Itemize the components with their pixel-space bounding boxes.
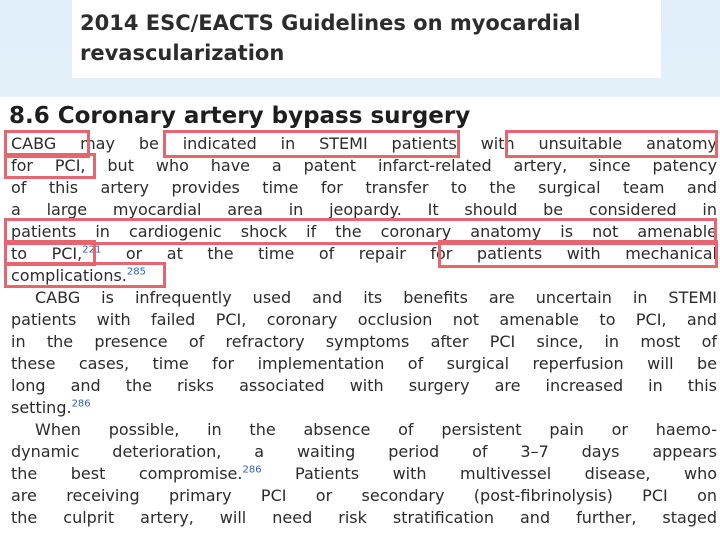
paragraph2-line: long and the risks associated with surgery are increased in this bbox=[11, 376, 717, 395]
text-fragment: or at the time of repair for patients with mechanical bbox=[101, 244, 717, 263]
guideline-excerpt bbox=[0, 97, 720, 540]
slide-title-box bbox=[72, 0, 661, 78]
text-fragment: setting. bbox=[11, 398, 72, 417]
paragraph1-line bbox=[11, 265, 717, 287]
paragraph3-line: the culprit artery, will need risk stratification and further, staged bbox=[11, 508, 717, 527]
paragraph2-line bbox=[11, 397, 717, 419]
paragraph1-line: a large myocardial area in jeopardy. It should be considered in bbox=[11, 200, 717, 219]
paragraph1-line bbox=[11, 243, 717, 265]
paragraph1-line: CABG may be indicated in STEMI patients with unsuitable anatomy bbox=[11, 134, 717, 153]
paragraph3-line: When possible, in the absence of persistent pain or haemo- bbox=[35, 420, 717, 439]
paragraph1-line: of this artery provides time for transfer to the surgical team and bbox=[11, 178, 717, 197]
reference-number: 286 bbox=[71, 398, 91, 410]
paragraph3-line bbox=[11, 463, 717, 485]
paragraph3-line: dynamic deterioration, a waiting period of 3–7 days appears bbox=[11, 442, 717, 461]
text-fragment: the best compromise. bbox=[11, 464, 243, 483]
paragraph3-line: are receiving primary PCI or secondary (post-fibrinolysis) PCI on bbox=[11, 486, 717, 505]
reference-number: 221 bbox=[82, 244, 102, 256]
slide-title: 2014 ESC/EACTS Guidelines on myocardial revascularization bbox=[80, 11, 581, 65]
reference-number: 286 bbox=[242, 464, 262, 476]
paragraph1-line: for PCI, but who have a patent infarct-related artery, since patency bbox=[11, 156, 717, 175]
paragraph2-line: patients with failed PCI, coronary occlusion not amenable to PCI, and bbox=[11, 310, 717, 329]
paragraph2-line: these cases, time for implementation of surgical reperfusion will be bbox=[11, 354, 717, 373]
paragraph2-line: in the presence of refractory symptoms after PCI since, in most of bbox=[11, 332, 717, 351]
paragraph1-line: patients in cardiogenic shock if the coronary anatomy is not amenable bbox=[11, 222, 717, 241]
paragraph2-line: CABG is infrequently used and its benefits are uncertain in STEMI bbox=[35, 288, 717, 307]
text-fragment: complications. bbox=[11, 266, 127, 285]
text-fragment: to PCI, bbox=[11, 244, 83, 263]
section-heading: 8.6 Coronary artery bypass surgery bbox=[9, 103, 471, 129]
reference-number: 285 bbox=[126, 266, 146, 278]
text-fragment: Patients with multivessel disease, who bbox=[261, 464, 718, 483]
